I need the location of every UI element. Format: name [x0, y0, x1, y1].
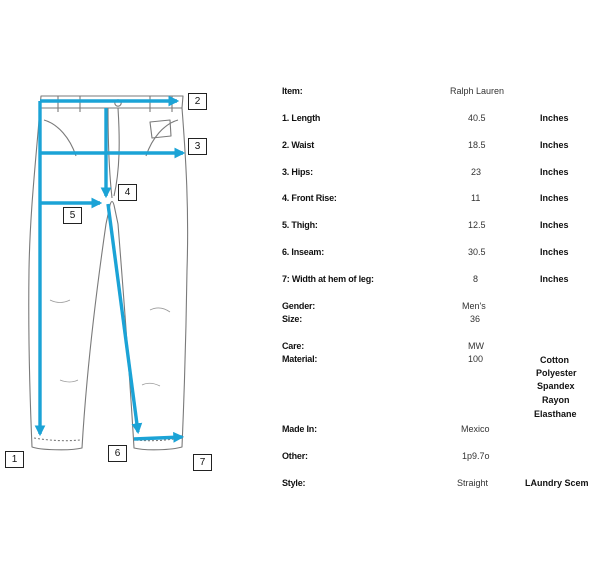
- jeans-outline: [29, 96, 188, 450]
- material-fiber-cotton: Cotton: [540, 355, 569, 365]
- item-value: Ralph Lauren: [450, 86, 505, 96]
- length-value: 40.5: [468, 113, 486, 123]
- other-label: Other:: [282, 451, 308, 461]
- inseam-label: 6. Inseam:: [282, 247, 325, 257]
- material-label: Material:: [282, 354, 318, 364]
- made-in-value: Mexico: [461, 424, 490, 434]
- item-label: Item:: [282, 86, 303, 96]
- inseam-unit: Inches: [540, 247, 569, 257]
- material-fiber-polyester: Polyester: [536, 368, 577, 378]
- hem-width-arrow: [134, 437, 182, 439]
- callout-1: 1: [5, 451, 24, 468]
- waist-label: 2. Waist: [282, 140, 315, 150]
- hips-label: 3. Hips:: [282, 167, 313, 177]
- gender-label: Gender:: [282, 301, 316, 311]
- length-label: 1. Length: [282, 113, 321, 123]
- style-value: Straight: [457, 478, 489, 488]
- measurement-arrows: [40, 101, 183, 439]
- style-extra: LAundry Scem: [525, 478, 589, 488]
- front-rise-label: 4. Front Rise:: [282, 193, 337, 203]
- front-rise-unit: Inches: [540, 193, 569, 203]
- size-value: 36: [470, 314, 481, 324]
- hips-value: 23: [471, 167, 482, 177]
- front-rise-value: 11: [471, 193, 481, 203]
- callout-7: 7: [193, 454, 212, 471]
- inseam-value: 30.5: [468, 247, 486, 257]
- waist-unit: Inches: [540, 140, 569, 150]
- material-fiber-elasthane: Elasthane: [534, 409, 577, 419]
- hem-width-unit: Inches: [540, 274, 569, 284]
- callout-5: 5: [63, 207, 82, 224]
- style-label: Style:: [282, 478, 306, 488]
- callout-4: 4: [118, 184, 137, 201]
- material-fiber-spandex: Spandex: [537, 381, 575, 391]
- callout-3: 3: [188, 138, 207, 155]
- hem-width-value: 8: [473, 274, 479, 284]
- size-label: Size:: [282, 314, 303, 324]
- thigh-value: 12.5: [468, 220, 486, 230]
- made-in-label: Made In:: [282, 424, 317, 434]
- hips-unit: Inches: [540, 167, 569, 177]
- gender-value: Men's: [462, 301, 486, 311]
- waist-value: 18.5: [468, 140, 486, 150]
- callout-2: 2: [188, 93, 207, 110]
- length-unit: Inches: [540, 113, 569, 123]
- callout-6: 6: [108, 445, 127, 462]
- material-fiber-rayon: Rayon: [542, 395, 570, 405]
- hem-width-label: 7: Width at hem of leg:: [282, 274, 374, 284]
- material-value: 100: [468, 354, 484, 364]
- other-value: 1p9.7o: [462, 451, 490, 461]
- thigh-unit: Inches: [540, 220, 569, 230]
- thigh-label: 5. Thigh:: [282, 220, 318, 230]
- inseam-arrow: [108, 204, 138, 432]
- care-value: MW: [468, 341, 484, 351]
- care-label: Care:: [282, 341, 305, 351]
